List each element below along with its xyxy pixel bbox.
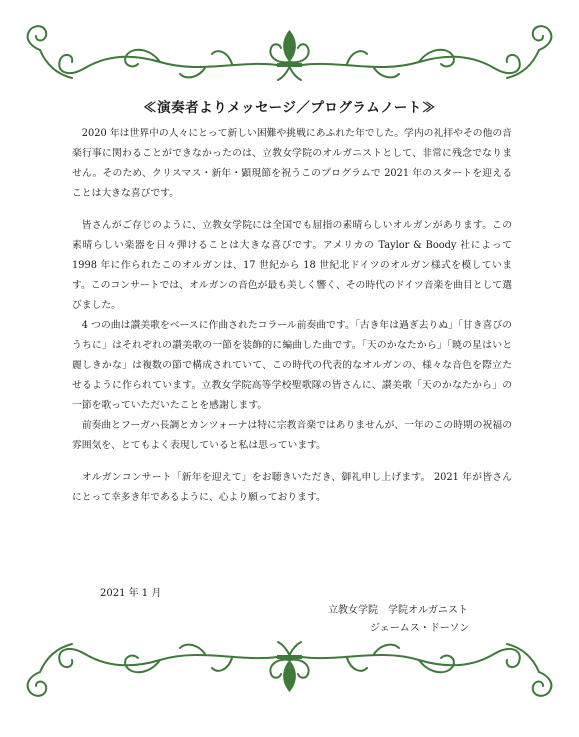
paragraph-prelude: 前奏曲とフーガハ長調とカンツォーナは特に宗教音楽ではありませんが、一年のこの時期の祝福の雰囲気を、とてもよく表現していると私は思っています。 [72, 420, 512, 451]
signature-name: ジェームス・ドーソン [370, 623, 470, 634]
paragraph-chorales: 4 つの曲は讃美歌をベースに作曲されたコラール前奏曲です。「古き年は過ぎ去りぬ」「甘き喜びのうちに」はそれぞれの讃美歌の一節を装飾的に編曲した曲です。「天のかなたから」「暁の星はいと麗しきかな」は複数の節で構成されていて、この時代の代表的なオルガンの、様々な音色を際立たせるように作られています。立教女学院高等学校聖歌隊の皆さんに、讃美歌「天のかなたから」の一節を歌っていただいたことを感謝します。 [72, 320, 512, 411]
bottom-ornament [0, 630, 579, 710]
signature-affiliation: 立教女学院 学院オルガニスト [328, 605, 468, 616]
fleur-de-lis-icon [270, 642, 308, 692]
top-ornament [0, 12, 579, 92]
message-body [72, 124, 512, 508]
right-flourish [302, 50, 520, 78]
left-flourish [59, 50, 277, 78]
corner-scroll-right [507, 26, 551, 78]
right-flourish [302, 645, 520, 673]
fleur-de-lis-icon [270, 30, 308, 80]
corner-scroll-right [507, 644, 551, 696]
letter-date: 2021 年 1 月 [100, 588, 162, 599]
page-title: ≪演奏者よりメッセージ／プログラムノート≫ [143, 100, 436, 116]
paragraph-thanks: オルガンコンサート「新年を迎えて」をお聴きいただき、御礼申し上げます。 2021 年が皆さんにとって幸多き年であるように、心より願っております。 [72, 472, 512, 503]
left-flourish [59, 645, 277, 673]
paragraph-intro: 2020 年は世界中の人々にとって新しい困難や挑戦にあふれた年でした。学内の礼拝やその他の音楽行事に関わることができなかったのは、立教女学院のオルガニストとして、非常に残念でなりません。そのため、クリスマス・新年・顕現節を祝うこのプログラムで 2021 年のスタートを迎えることは大きな喜びです。 [72, 128, 512, 199]
corner-scroll-left [28, 644, 72, 696]
corner-scroll-left [28, 26, 72, 78]
paragraph-organ: 皆さんがご存じのように、立教女学院には全国でも屈指の素晴らしいオルガンがあります。この素晴らしい楽器を日々弾けることは大きな喜びです。アメリカの Taylor & Boody 社によって 1998 年に作られたこのオルガンは、17 世紀から 18 世紀北ドイツのオルガン様式を模しています。このコンサートでは、オルガンの音色が最も美しく響く、その時代のドイツ音楽を曲目として選びました。 [72, 220, 512, 311]
